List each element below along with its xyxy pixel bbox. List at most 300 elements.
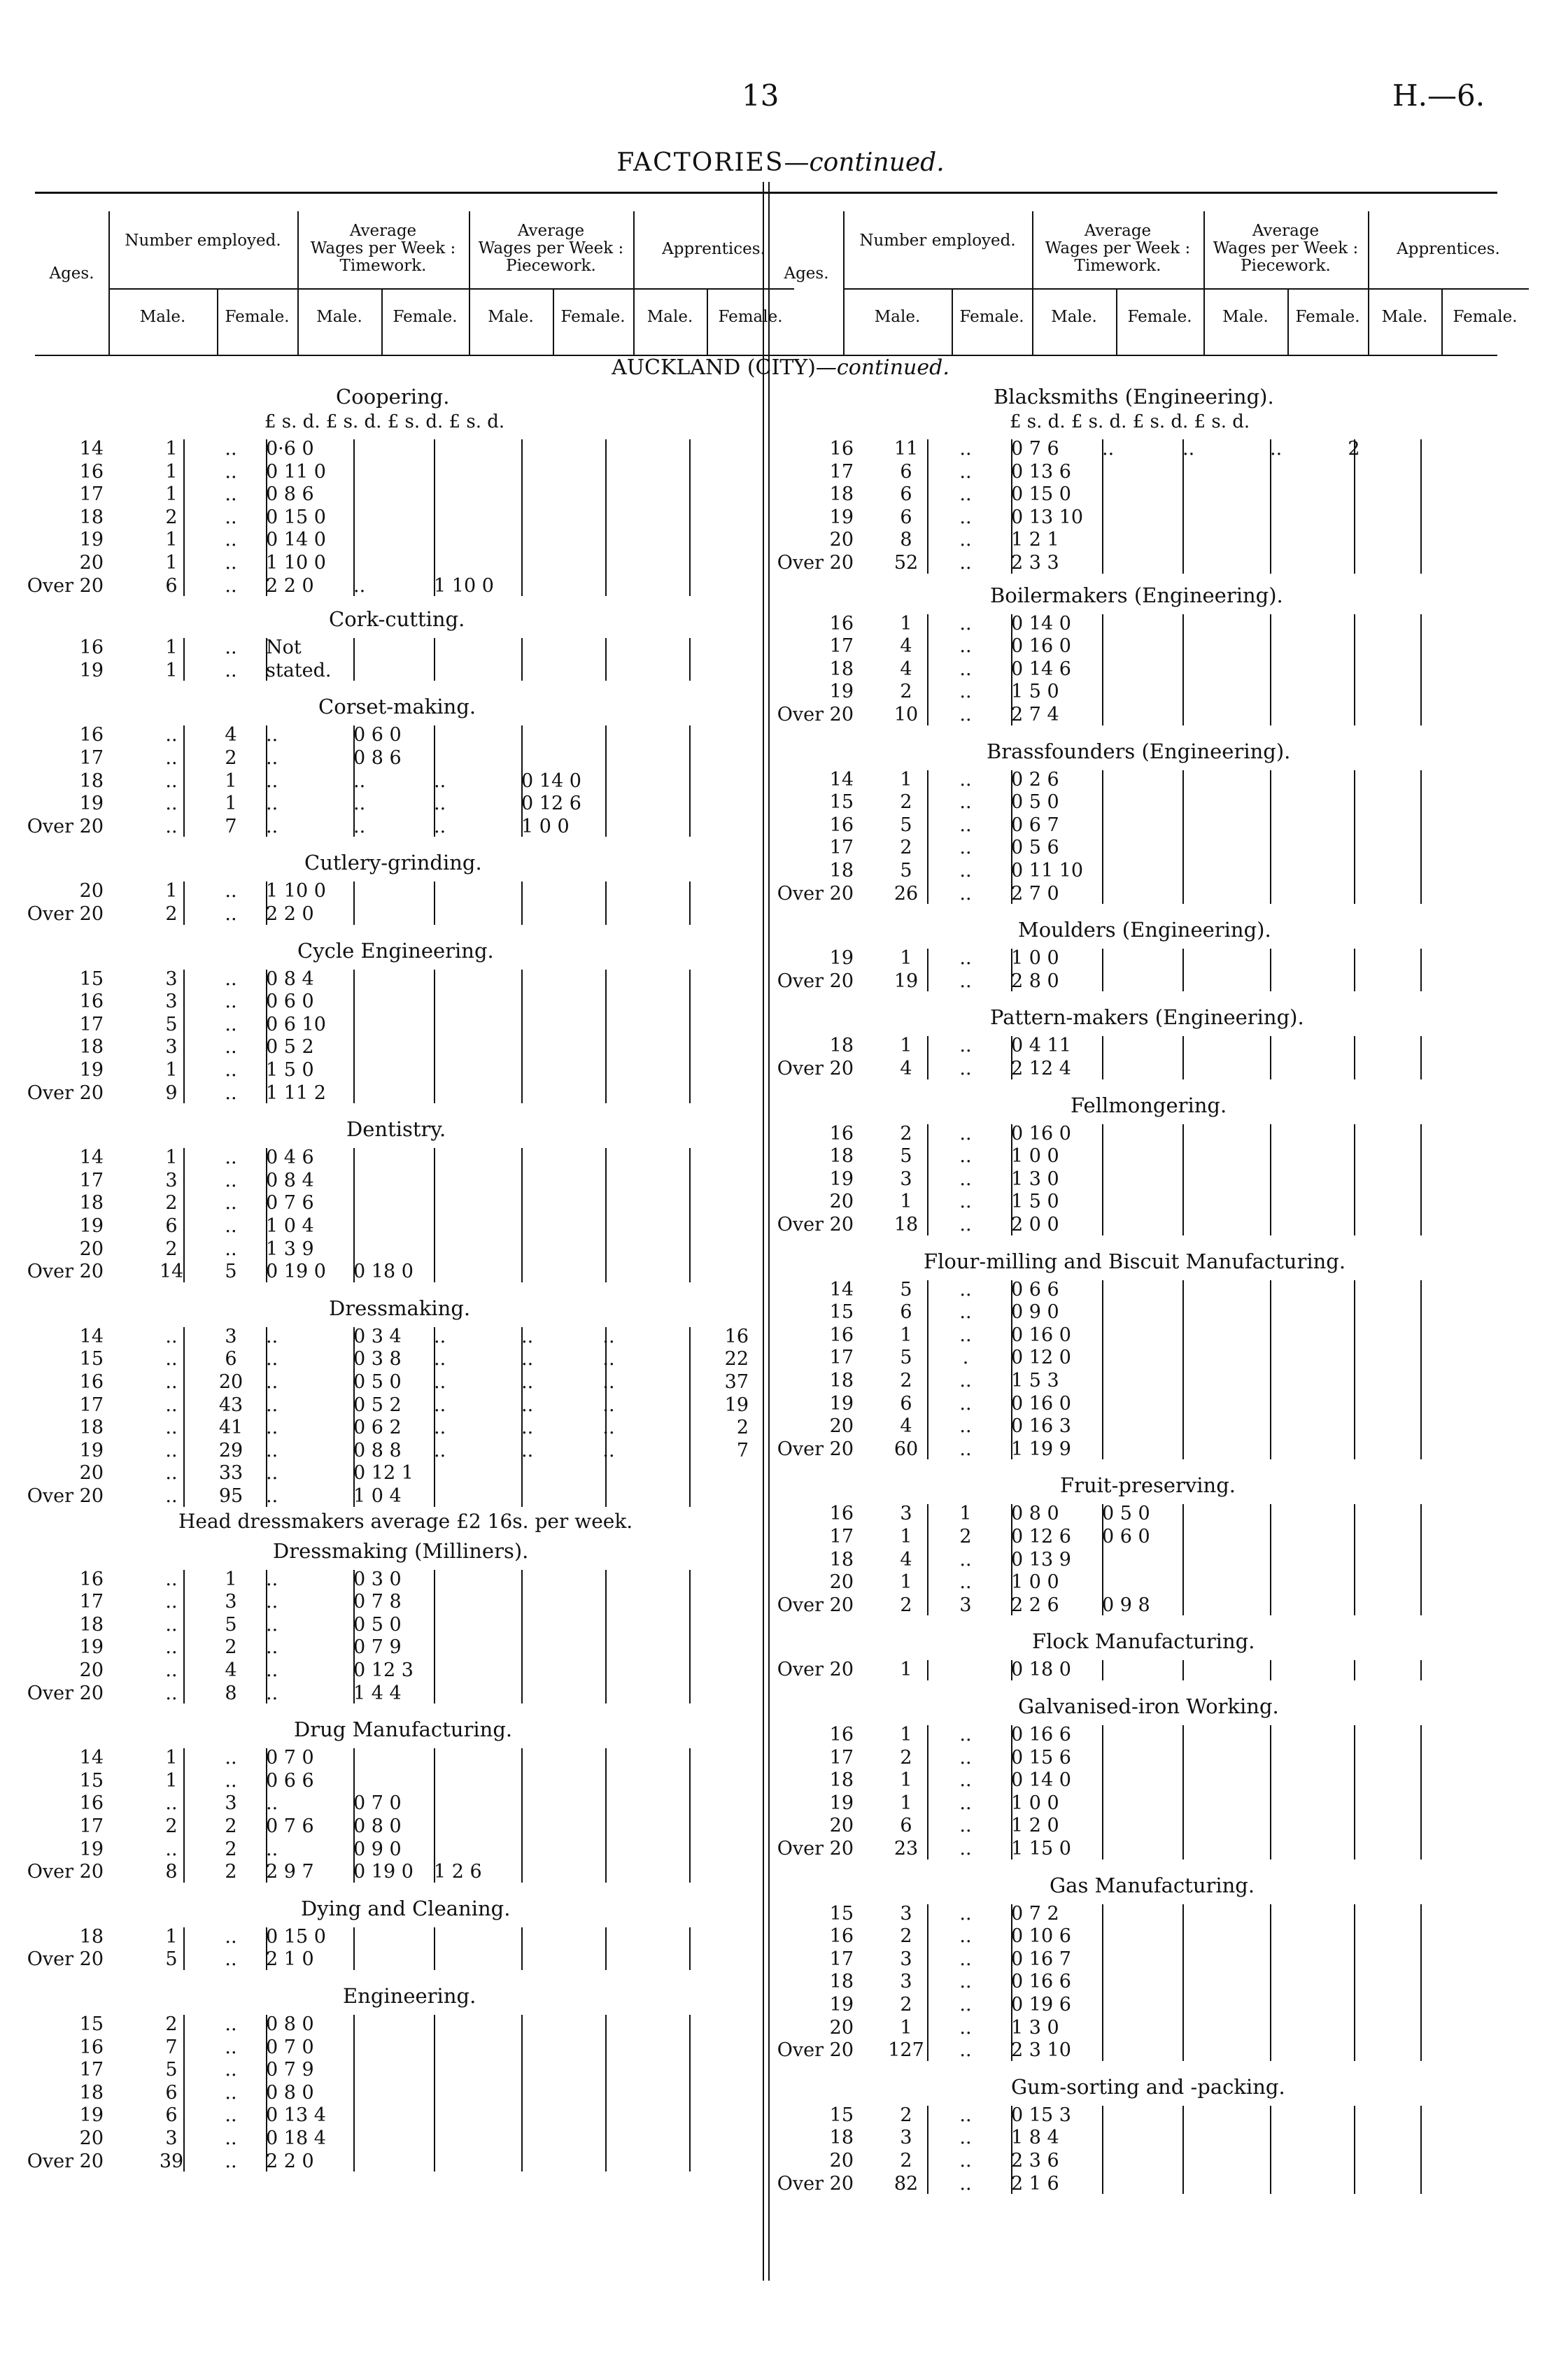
column-rule [1182, 1280, 1184, 1460]
column-rule [1182, 949, 1184, 991]
age-cell: 16 [829, 1503, 854, 1525]
piecework-male-cell: .. [434, 1417, 446, 1439]
age-cell: 18 [79, 2081, 104, 2104]
table-row [0, 635, 1561, 657]
timework-male-cell: 0 2 6 [1011, 768, 1059, 791]
timework-male-cell: 0 15 0 [266, 506, 326, 528]
column-rule [1102, 770, 1103, 905]
female-employed-cell: .. [225, 2127, 237, 2149]
column-rule [927, 1904, 928, 2061]
age-cell: 20 [79, 552, 104, 574]
female-employed-cell: 20 [218, 1371, 243, 1393]
age-cell: 16 [79, 460, 104, 483]
table-row [0, 1994, 1561, 2016]
left-header-timework-line: Timework. [339, 257, 427, 275]
timework-male-cell: .. [266, 1439, 278, 1461]
timework-female-cell: 0 6 2 [353, 1417, 402, 1439]
age-cell: 17 [79, 1169, 104, 1191]
age-cell: 19 [829, 947, 854, 970]
timework-male-cell: 2 0 0 [1011, 1214, 1059, 1235]
section-title: Pattern-makers (Engineering). [990, 1005, 1304, 1030]
column-rule [1182, 2106, 1184, 2194]
age-cell: 16 [829, 1925, 854, 1948]
apprentice-female-cell: 7 [736, 1439, 749, 1461]
right-header-piecework-line: Piecework. [1241, 257, 1331, 275]
table-row [0, 2017, 1561, 2039]
piecework-male-cell: 1 10 0 [434, 574, 494, 597]
timework-male-cell: 0 15 3 [1011, 2104, 1071, 2126]
female-employed-cell: .. [959, 1571, 972, 1594]
male-employed-cell: 1 [900, 947, 912, 970]
timework-male-cell: 1 5 0 [1011, 681, 1059, 703]
column-rule [1420, 1660, 1422, 1680]
age-cell: 18 [829, 1769, 854, 1792]
female-employed-cell: .. [225, 1082, 237, 1104]
male-employed-cell: 1 [900, 1191, 912, 1213]
section-title: Fruit-preserving. [1060, 1473, 1236, 1498]
timework-male-cell: 0 8 4 [266, 968, 314, 990]
timework-male-cell: 0 5 0 [1011, 791, 1059, 814]
table-row [0, 1549, 1561, 1571]
column-rule [1354, 1725, 1355, 1860]
male-employed-cell: 2 [165, 1192, 178, 1214]
table-row [0, 1393, 1561, 1415]
age-cell: Over 20 [777, 2039, 854, 2062]
section-note: Head dressmakers average £2 16s. per week. [178, 1509, 633, 1533]
female-employed-cell: .. [959, 658, 972, 680]
female-employed-cell: .. [959, 860, 972, 881]
timework-male-cell: .. [266, 1485, 278, 1507]
timework-female-cell: 0 18 0 [353, 1261, 414, 1283]
timework-male-cell: .. [266, 1838, 278, 1860]
female-employed-cell: .. [959, 791, 972, 814]
female-employed-cell: 2 [225, 747, 237, 769]
piecework-female-cell: .. [521, 1348, 534, 1370]
female-employed-cell: .. [959, 1415, 972, 1438]
column-rule [1011, 1904, 1012, 2061]
female-employed-cell: .. [959, 1838, 972, 1860]
timework-male-cell: 0 16 3 [1011, 1415, 1071, 1438]
male-employed-cell: 6 [900, 1815, 912, 1837]
right-header-midrule [843, 288, 1529, 290]
age-cell: 18 [829, 860, 854, 881]
male-employed-cell: .. [165, 1659, 178, 1681]
column-rule [1270, 1660, 1271, 1680]
male-employed-cell: 18 [893, 1214, 919, 1235]
age-cell: 16 [829, 1324, 854, 1346]
left-header-male: Male. [488, 308, 534, 326]
table-row [0, 1191, 1561, 1212]
column-rule [927, 439, 928, 574]
table-row [0, 1683, 1561, 1704]
female-employed-cell: .. [959, 1191, 972, 1213]
timework-male-cell: 1 3 0 [1011, 1168, 1059, 1190]
male-employed-cell: 1 [900, 2016, 912, 2039]
timework-male-cell: 0 6 6 [266, 1769, 314, 1792]
female-employed-cell: .. [959, 1792, 972, 1814]
page-number: 13 [742, 78, 779, 113]
column-rule [1182, 614, 1184, 725]
male-employed-cell: 6 [900, 1301, 912, 1324]
male-employed-cell: 1 [165, 1925, 178, 1948]
table-row [0, 1035, 1561, 1056]
age-cell: Over 20 [27, 1682, 104, 1704]
age-cell: 20 [829, 1815, 854, 1837]
timework-male-cell: 2 9 7 [266, 1861, 314, 1883]
age-cell: 17 [829, 635, 854, 658]
female-employed-cell: .. [959, 1214, 972, 1235]
timework-female-cell: 0 5 0 [1102, 1503, 1150, 1525]
table-row [0, 2127, 1561, 2148]
age-cell: 18 [829, 1548, 854, 1571]
timework-male-cell: 0 12 6 [1011, 1526, 1071, 1547]
age-cell: 16 [829, 1122, 854, 1145]
column-rule [1102, 1504, 1103, 1615]
piecework-male-cell: .. [434, 793, 446, 815]
title-main: FACTORIES [616, 148, 784, 177]
region-name: AUCKLAND (CITY) [612, 355, 816, 380]
age-cell: Over 20 [777, 1838, 854, 1860]
timework-male-cell: .. [266, 770, 278, 792]
male-employed-cell: 127 [888, 2039, 924, 2062]
female-employed-cell: 4 [225, 724, 237, 746]
right-header-male: Male. [1381, 308, 1428, 326]
column-rule [1102, 1904, 1103, 2061]
timework-female-cell: 0 3 8 [353, 1348, 402, 1370]
male-employed-cell: 2 [165, 2013, 178, 2035]
male-employed-cell: 1 [900, 1659, 912, 1681]
timework-male-cell: 0 6 6 [1011, 1278, 1059, 1301]
right-header-male: Male. [1222, 308, 1269, 326]
male-employed-cell: 3 [900, 1503, 912, 1525]
left-header-male: Male. [139, 308, 186, 326]
age-cell: 19 [79, 1059, 104, 1081]
timework-female-cell: 0 7 8 [353, 1591, 402, 1613]
timework-male-cell: .. [266, 1417, 278, 1439]
left-header-piecework-line: Piecework. [506, 257, 596, 275]
timework-male-cell: 1 5 0 [1011, 1191, 1059, 1213]
table-row [0, 1571, 1561, 1593]
timework-male-cell: 0 15 6 [1011, 1746, 1071, 1769]
table-row [0, 1058, 1561, 1079]
female-employed-cell: 2 [959, 1526, 972, 1547]
male-employed-cell: 4 [900, 1415, 912, 1438]
table-row [0, 681, 1561, 702]
male-employed-cell: .. [165, 1394, 178, 1416]
apprentice-male-cell: .. [602, 1417, 615, 1439]
male-employed-cell: 3 [900, 1168, 912, 1190]
timework-male-cell: 1 10 0 [266, 552, 326, 574]
table-row [0, 613, 1561, 635]
female-employed-cell: .. [225, 1747, 237, 1769]
timework-male-cell: 2 8 0 [1011, 970, 1059, 992]
table-row [0, 2150, 1561, 2172]
female-employed-cell: .. [225, 1192, 237, 1214]
column-rule [1354, 1904, 1355, 2061]
right-header-apprentices: Apprentices. [1397, 240, 1500, 258]
left-header-vline [633, 211, 635, 355]
female-employed-cell: .. [959, 612, 972, 635]
age-cell: Over 20 [777, 1438, 854, 1460]
section-title: Cork-cutting. [329, 607, 465, 632]
timework-male-cell: 1 11 2 [266, 1082, 326, 1104]
age-cell: 19 [79, 659, 104, 681]
section-title: Drug Manufacturing. [294, 1717, 513, 1742]
left-header-female: Female. [560, 308, 626, 326]
column-rule [927, 1036, 928, 1079]
female-employed-cell: .. [225, 1925, 237, 1948]
timework-male-cell: 0 7 6 [1011, 438, 1059, 460]
male-employed-cell: 5 [900, 814, 912, 836]
table-row [0, 1948, 1561, 1970]
timework-male-cell: 0 13 10 [1011, 506, 1084, 528]
table-row [0, 1347, 1561, 1368]
female-employed-cell: 3 [959, 1594, 972, 1616]
age-cell: 18 [79, 1925, 104, 1948]
male-employed-cell: 1 [900, 1769, 912, 1792]
column-rule [1354, 949, 1355, 991]
male-employed-cell: 6 [900, 1392, 912, 1415]
female-employed-cell: 1 [225, 793, 237, 815]
female-employed-cell: .. [225, 506, 237, 528]
left-header-piecework-line: Average [517, 222, 585, 240]
female-employed-cell: 2 [225, 1838, 237, 1860]
section-title: Dressmaking. [329, 1296, 471, 1320]
male-employed-cell: 1 [165, 1147, 178, 1169]
age-cell: 18 [829, 483, 854, 506]
timework-male-cell: 0 16 0 [1011, 1324, 1071, 1346]
timework-male-cell: 0 15 0 [266, 1925, 326, 1948]
left-header-female: Female. [718, 308, 783, 326]
timework-male-cell: 0 14 0 [1011, 612, 1071, 635]
table-row [0, 1925, 1561, 1947]
female-employed-cell: .. [959, 1301, 972, 1324]
male-employed-cell: 2 [900, 791, 912, 814]
age-cell: 19 [829, 1792, 854, 1814]
column-rule [1420, 439, 1422, 574]
female-employed-cell: .. [959, 1392, 972, 1415]
right-header-vline [1368, 211, 1369, 355]
timework-male-cell: .. [266, 1371, 278, 1393]
right-header-female: Female. [1127, 308, 1192, 326]
timework-male-cell: 1 2 1 [1011, 529, 1059, 551]
timework-male-cell: 1 0 0 [1011, 1571, 1059, 1594]
column-rule [1102, 1660, 1103, 1680]
female-employed-cell: 7 [225, 815, 237, 837]
timework-female-cell: .. [353, 815, 366, 837]
female-employed-cell: .. [225, 2036, 237, 2058]
male-employed-cell: 2 [900, 1746, 912, 1769]
male-employed-cell: 5 [900, 1347, 912, 1369]
timework-male-cell: 0 16 6 [1011, 1724, 1071, 1745]
table-row [0, 438, 1561, 460]
female-employed-cell: 3 [225, 1792, 237, 1815]
age-cell: 20 [829, 1415, 854, 1438]
male-employed-cell: 1 [900, 768, 912, 791]
male-employed-cell: .. [165, 1325, 178, 1347]
timework-male-cell: 2 3 3 [1011, 552, 1059, 574]
column-rule [1011, 1725, 1012, 1860]
table-row [0, 483, 1561, 505]
column-rule [1011, 1124, 1012, 1235]
left-header-male: Male. [316, 308, 362, 326]
male-employed-cell: 39 [159, 2150, 184, 2172]
table-row [0, 883, 1561, 905]
column-rule [1354, 770, 1355, 905]
title-suffix: —continued. [784, 148, 945, 177]
timework-female-cell: 0 19 0 [353, 1861, 414, 1883]
male-employed-cell: 3 [900, 1971, 912, 1993]
age-cell: Over 20 [777, 1659, 854, 1681]
column-rule [1420, 1280, 1422, 1460]
column-rule [1182, 1124, 1184, 1235]
table-row [0, 2036, 1561, 2062]
timework-male-cell: 0 7 6 [266, 1815, 314, 1837]
female-employed-cell: .. [959, 1058, 972, 1079]
column-rule [1270, 614, 1271, 725]
male-employed-cell: 8 [165, 1861, 178, 1883]
timework-male-cell: .. [266, 815, 278, 837]
timework-male-cell: 0 8 0 [266, 2013, 314, 2035]
female-employed-cell: .. [959, 506, 972, 528]
units-label: £ s. d. £ s. d. £ s. d. £ s. d. [264, 411, 505, 432]
timework-male-cell: 0 8 0 [1011, 1503, 1059, 1525]
female-employed-cell: .. [959, 1122, 972, 1145]
right-header-avg-piecework [1203, 222, 1368, 275]
female-employed-cell: 5 [225, 1261, 237, 1283]
table-row [0, 1214, 1561, 1235]
male-employed-cell: .. [165, 793, 178, 815]
timework-female-cell: 0 5 2 [353, 1394, 402, 1416]
left-header-avg-timework [297, 222, 469, 275]
female-employed-cell: 95 [218, 1485, 243, 1507]
male-employed-cell: .. [165, 815, 178, 837]
age-cell: 14 [79, 438, 104, 460]
male-employed-cell: 1 [165, 529, 178, 551]
column-rule [1420, 1124, 1422, 1235]
age-cell: 20 [829, 2150, 854, 2172]
piecework-female-cell: .. [521, 1417, 534, 1439]
timework-male-cell: 0 11 10 [1011, 860, 1084, 881]
age-cell: 20 [829, 2016, 854, 2039]
male-employed-cell: .. [165, 770, 178, 792]
left-header-timework-line: Wages per Week : [310, 239, 456, 257]
age-cell: Over 20 [27, 1861, 104, 1883]
column-rule [927, 614, 928, 725]
column-rule [1102, 614, 1103, 725]
female-employed-cell: .. [959, 1925, 972, 1948]
apprentice-male-cell: .. [602, 1371, 615, 1393]
female-employed-cell: .. [225, 1059, 237, 1081]
female-employed-cell: 43 [218, 1394, 243, 1416]
table-row [0, 1438, 1561, 1460]
male-employed-cell: 3 [900, 1902, 912, 1925]
table-row [0, 1636, 1561, 1658]
male-employed-cell: 1 [900, 1324, 912, 1346]
table-row [0, 1503, 1561, 1524]
female-employed-cell: 41 [218, 1417, 243, 1439]
table-row [0, 1724, 1561, 1745]
male-employed-cell: 4 [900, 1058, 912, 1079]
left-header-timework-line: Average [349, 222, 417, 240]
male-employed-cell: 2 [165, 506, 178, 528]
table-row [0, 1279, 1561, 1301]
section-title: Brassfounders (Engineering). [987, 739, 1291, 763]
female-employed-cell: .. [959, 2039, 972, 2062]
column-rule [1182, 1660, 1184, 1680]
age-cell: 16 [79, 637, 104, 659]
timework-female-cell: 0 5 0 [353, 1613, 402, 1636]
timework-female-cell: 0 5 0 [353, 1371, 402, 1393]
male-employed-cell: 1 [900, 612, 912, 635]
female-employed-cell: .. [959, 1815, 972, 1837]
table-row [0, 724, 1561, 746]
section-title: Galvanised-iron Working. [1018, 1694, 1279, 1718]
age-cell: Over 20 [777, 552, 854, 574]
male-employed-cell: 5 [165, 1948, 178, 1971]
male-employed-cell: .. [165, 747, 178, 769]
timework-male-cell: 0 5 2 [266, 1036, 314, 1058]
female-employed-cell: 6 [225, 1348, 237, 1370]
age-cell: 17 [829, 460, 854, 483]
age-cell: 15 [829, 791, 854, 814]
table-row [0, 2082, 1561, 2104]
age-cell: 19 [829, 1392, 854, 1415]
female-employed-cell: .. [959, 1438, 972, 1460]
section-title: Dressmaking (Milliners). [273, 1538, 529, 1563]
age-cell: 16 [79, 991, 104, 1013]
age-cell: 18 [79, 1417, 104, 1439]
age-cell: 17 [79, 1815, 104, 1837]
timework-male-cell: 2 7 0 [1011, 882, 1059, 905]
age-cell: 19 [79, 529, 104, 551]
column-rule [1354, 2106, 1355, 2194]
apprentice-male-cell: .. [602, 1348, 615, 1370]
female-employed-cell: .. [225, 1169, 237, 1191]
male-employed-cell: .. [165, 1636, 178, 1659]
age-cell: 20 [79, 1462, 104, 1485]
male-employed-cell: 1 [165, 880, 178, 902]
timework-male-cell: 0 5 6 [1011, 837, 1059, 859]
units-label: £ s. d. £ s. d. £ s. d. £ s. d. [1010, 411, 1250, 432]
age-cell: 15 [829, 1902, 854, 1925]
column-rule [1270, 1504, 1271, 1615]
timework-female-cell: 0 8 6 [353, 747, 402, 769]
timework-male-cell: 2 1 6 [1011, 2172, 1059, 2195]
male-employed-cell: 4 [900, 635, 912, 658]
age-cell: Over 20 [777, 970, 854, 992]
timework-male-cell: 0 7 0 [266, 2036, 314, 2058]
timework-male-cell: 1 8 4 [1011, 2127, 1059, 2149]
age-cell: 19 [829, 506, 854, 528]
timework-male-cell: 1 0 0 [1011, 1792, 1059, 1814]
age-cell: 20 [829, 1571, 854, 1594]
column-rule [1420, 2106, 1422, 2194]
timework-male-cell: .. [266, 1792, 278, 1815]
left-header-female: Female. [393, 308, 458, 326]
timework-male-cell: 1 0 4 [266, 1215, 314, 1237]
section-title: Cutlery-grinding. [304, 851, 482, 875]
male-employed-cell: 19 [893, 970, 919, 992]
male-employed-cell: 1 [900, 1035, 912, 1057]
timework-male-cell: .. [266, 1591, 278, 1613]
age-cell: 20 [79, 1659, 104, 1681]
male-employed-cell: 60 [893, 1438, 919, 1460]
table-row [0, 1145, 1561, 1167]
timework-male-cell: stated. [266, 659, 332, 681]
timework-male-cell: 0 18 0 [1011, 1659, 1071, 1681]
age-cell: 15 [79, 1348, 104, 1370]
